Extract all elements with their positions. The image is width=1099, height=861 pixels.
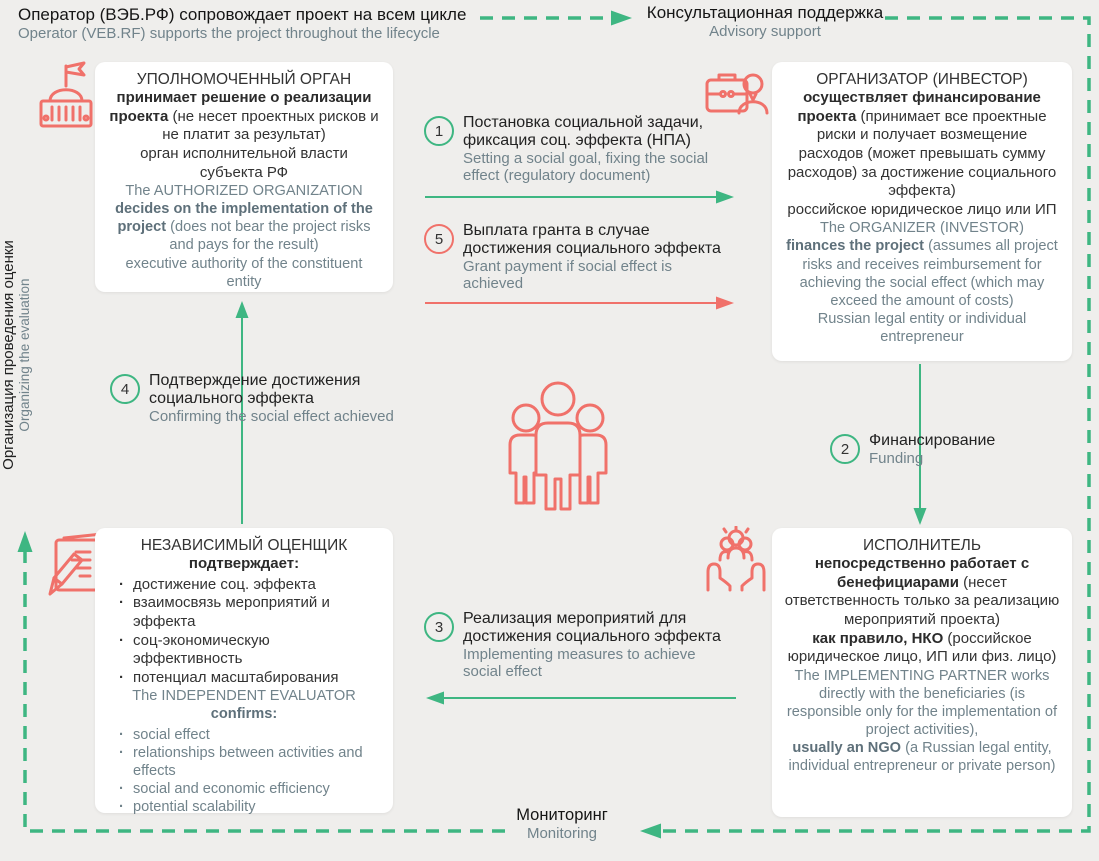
step-1-text-ru: Постановка социальной задачи, фиксация соц. эффекта (НПА): [463, 114, 704, 149]
step-3-text-en: Implementing measures to achieve social effect: [463, 646, 696, 680]
operator-header: [18, 5, 466, 42]
step-2: [830, 432, 1080, 467]
step5-arrowhead-right: [716, 297, 734, 310]
step4-arrowhead-up: [236, 301, 249, 318]
evaluator-bullet-en: · relationships between activities and effects: [117, 744, 381, 780]
step-2-text-en: Funding: [869, 450, 924, 467]
step3-arrowhead-left: [426, 692, 444, 705]
evaluation-side-label-ru: Организация проведения оценки: [0, 240, 17, 470]
step-3-text-ru: Реализация мероприятий для достижения социального эффекта: [463, 610, 721, 645]
implementer-title: ИСПОЛНИТЕЛЬ: [862, 537, 981, 554]
evaluation-side-label: [0, 155, 56, 555]
authorized-body-ru: принимает решение о реализации проекта (не несет проектных рисков и не платит за результат) орган исполнительной власти субъекта РФ: [109, 89, 379, 181]
step-2-text: [869, 432, 995, 467]
monitoring-label-ru: Мониторинг: [516, 806, 608, 824]
implementer-body-en: The IMPLEMENTING PARTNER works directly with the beneficiaries (is responsible only for the implementation of project activities), usually an NGO (a Russian legal entity, individual entrepreneur or private person): [786, 667, 1058, 775]
evaluator-bullet-en: · social and economic efficiency: [117, 780, 381, 798]
step1-arrowhead-right: [716, 191, 734, 204]
evaluator-heading-en: The INDEPENDENT EVALUATOR confirms:: [132, 688, 356, 723]
organizer-body-en: The ORGANIZER (INVESTOR) finances the project (assumes all project risks and receives reimbursement for achieving the social effect (which may exceed the amount of costs) Russian legal entity or individual entrepreneur: [786, 220, 1058, 345]
evaluator-title: НЕЗАВИСИМЫЙ ОЦЕНЩИК: [140, 537, 348, 554]
card-authorized-organization: [95, 62, 393, 292]
implementer-body-ru: непосредственно работает с бенефициарами (несет ответственность только за реализацию мероприятий проекта) как правило, НКО (российское юридическое лицо, ИП или физ. лицо): [784, 555, 1060, 666]
step-1: [424, 114, 724, 184]
step-2-text-ru: Финансирование: [869, 432, 996, 449]
government-building-icon: [28, 58, 102, 132]
step-5-number: 5: [424, 224, 454, 254]
step-3-number: 3: [424, 612, 454, 642]
evaluator-bullets-en: [107, 726, 381, 816]
operator-title-ru: Оператор (ВЭБ.РФ) сопровождает проект на всем цикле: [18, 5, 467, 24]
monitoring-label: [462, 806, 662, 842]
evaluator-confirms-ru: подтверждает:: [188, 555, 300, 573]
step-1-number: 1: [424, 116, 454, 146]
evaluator-bullet-en: · potential scalability: [117, 798, 381, 816]
authorized-body-en: The AUTHORIZED ORGANIZATION decides on the implementation of the project (does not bear the project risks and pays for the result) executive authority of the constituent entity: [115, 183, 373, 290]
step-3-text: [463, 610, 734, 680]
evaluator-bullet-ru: · достижение соц. эффекта: [117, 576, 381, 595]
evaluator-bullet-ru: · соц-экономическую эффективность: [117, 632, 381, 669]
people-group-icon: [498, 373, 618, 515]
advisory-label-ru: Консультационная поддержка: [646, 3, 884, 22]
organizer-body-ru: осуществляет финансирование проекта (принимает все проектные риски и получает возмещение расходов (может превышать сумму расходов) за достижение социального эффекта) российское юридическое лицо или ИП: [787, 89, 1057, 218]
step2-arrowhead-down: [914, 508, 927, 525]
step-4-text: [149, 372, 400, 425]
monitoring-label-en: Monitoring: [526, 825, 598, 842]
step-5: [424, 222, 734, 292]
step-4-number: 4: [110, 374, 140, 404]
step-5-text-en: Grant payment if social effect is achieved: [463, 258, 672, 292]
step-1-text: [463, 114, 724, 184]
step-5-text: [463, 222, 734, 292]
card-implementing-partner: [772, 528, 1072, 817]
step-5-text-ru: Выплата гранта в случае достижения социального эффекта: [463, 222, 721, 257]
step-4-text-en: Confirming the social effect achieved: [149, 408, 394, 425]
advisory-label: [560, 3, 970, 40]
authorized-title: УПОЛНОМОЧЕННЫЙ ОРГАН: [136, 71, 352, 88]
evaluator-bullet-ru: · потенциал масштабирования: [117, 669, 381, 688]
step-3: [424, 610, 734, 680]
organizer-title: ОРГАНИЗАТОР (ИНВЕСТОР): [816, 71, 1028, 88]
step-1-text-en: Setting a social goal, fixing the social effect (regulatory document): [463, 150, 709, 184]
step-4: [110, 372, 400, 425]
step-4-text-ru: Подтверждение достижения социального эффекта: [149, 372, 361, 407]
card-independent-evaluator: [95, 528, 393, 813]
hands-people-icon: [700, 526, 772, 598]
evaluator-bullet-en: · social effect: [117, 726, 381, 744]
evaluator-bullets-ru: [107, 576, 381, 688]
card-organizer-investor: [772, 62, 1072, 361]
operator-title-en: Operator (VEB.RF) supports the project throughout the lifecycle: [18, 25, 440, 42]
step-2-number: 2: [830, 434, 860, 464]
evaluation-side-label-en: Organizing the evaluation: [17, 278, 32, 432]
evaluator-bullet-ru: · взаимосвязь мероприятий и эффекта: [117, 594, 381, 631]
advisory-label-en: Advisory support: [709, 23, 821, 40]
